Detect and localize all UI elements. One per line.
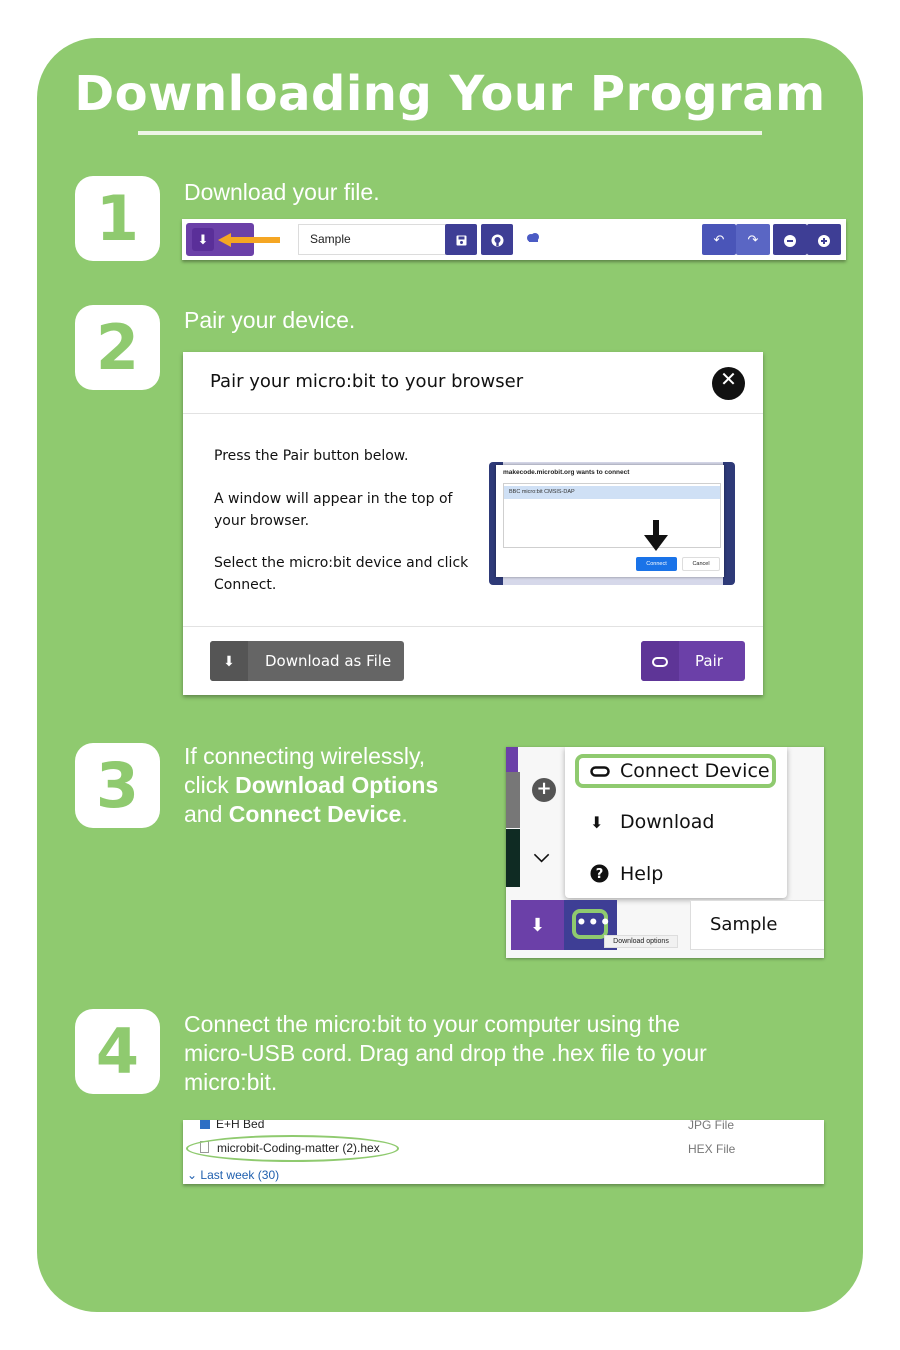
step-4-number: 4 [75, 1009, 160, 1094]
down-arrow-icon [643, 520, 669, 552]
hex-file-highlight [186, 1135, 399, 1162]
cloud-icon [526, 232, 540, 243]
dialog-title: Pair your micro:bit to your browser [210, 371, 524, 392]
step-3-line-3-pre: and [184, 801, 229, 827]
step-3-line-2 [184, 771, 438, 800]
step-3-text [184, 742, 438, 829]
dialog-instruction-2b: your browser. [214, 513, 310, 529]
zoom-out-icon [784, 235, 796, 247]
step-4-line-3: micro:bit. [184, 1069, 278, 1095]
category-strip-dark [506, 829, 520, 887]
download-options-screenshot [506, 747, 824, 958]
step-3-line-3 [184, 800, 438, 829]
file-name: E+H Bed [216, 1120, 265, 1131]
file-explorer-screenshot [183, 1120, 824, 1184]
redo-button[interactable]: ↷ [736, 224, 770, 255]
step-3-line-1: If connecting wirelessly, [184, 743, 426, 769]
close-button[interactable] [712, 367, 745, 400]
help-label: Help [620, 863, 664, 885]
save-button[interactable] [445, 224, 477, 255]
dialog-instruction-1: Press the Pair button below. [214, 448, 409, 464]
pointer-arrow-icon [218, 233, 280, 247]
help-icon [590, 864, 620, 884]
download-file-icon: ⬇ [210, 641, 248, 681]
step-3-line-2-pre: click [184, 772, 236, 798]
download-label: Download [620, 811, 715, 833]
page-title: Downloading Your Program [74, 66, 826, 122]
browser-prompt-screenshot [489, 462, 735, 585]
pair-label: Pair [695, 652, 723, 670]
download-file-icon: ⬇ [192, 228, 214, 251]
connect-device-label: Connect Device [620, 760, 770, 782]
download-button[interactable] [511, 900, 564, 950]
step-2-text: Pair your device. [184, 307, 356, 333]
add-icon[interactable]: + [532, 778, 556, 802]
group-label: Last week (30) [200, 1168, 280, 1182]
category-strip [506, 747, 518, 772]
step-3-line-3-post: . [401, 801, 408, 827]
zoom-in-icon [818, 235, 830, 247]
dialog-instruction-3b: Connect. [214, 577, 277, 593]
project-name-input[interactable]: Sample [298, 224, 446, 255]
connect-button: Connect [636, 557, 677, 571]
title-underline [138, 131, 762, 135]
cancel-button: Cancel [682, 557, 720, 571]
download-file-icon: ⬇ [590, 813, 604, 832]
editor-toolbar [182, 219, 846, 260]
save-icon [456, 235, 467, 246]
dialog-instruction-2a: A window will appear in the top of [214, 491, 453, 507]
chevron-down-icon: ⌄ [187, 1168, 198, 1182]
step-4-text [184, 1010, 707, 1097]
browser-connect-window [496, 465, 724, 577]
step-4-line-1: Connect the micro:bit to your computer using the [184, 1011, 681, 1037]
step-2-number: 2 [75, 305, 160, 390]
github-icon [491, 234, 504, 247]
download-options-emphasis: Download Options [235, 772, 439, 798]
chevron-down-icon[interactable]: ⌵ [534, 843, 550, 867]
dialog-header [183, 352, 763, 414]
menu-item-help[interactable] [590, 863, 663, 885]
file-type: JPG File [688, 1120, 735, 1132]
github-button[interactable] [481, 224, 513, 255]
zoom-out-button[interactable] [773, 224, 807, 255]
step-4-line-2: micro-USB cord. Drag and drop the .hex file to your [184, 1040, 707, 1066]
step-1-number: 1 [75, 176, 160, 261]
zoom-in-button[interactable] [807, 224, 841, 255]
download-file-icon: ⬇ [529, 915, 546, 935]
download-as-file-button[interactable] [210, 641, 404, 681]
step-1-text: Download your file. [184, 179, 380, 205]
screenshot-background-right [723, 462, 735, 585]
pair-button[interactable] [641, 641, 745, 681]
hex-file-name: microbit-Coding-matter (2).hex [217, 1141, 380, 1155]
file-row-image[interactable] [200, 1120, 264, 1131]
connect-device-emphasis: Connect Device [228, 801, 402, 827]
category-strip-gray [506, 772, 520, 828]
download-options-menu [565, 747, 787, 898]
device-item: BBC micro:bit CMSIS-DAP [504, 486, 720, 499]
pair-dialog [183, 352, 763, 695]
dialog-divider [183, 626, 763, 627]
project-name-input[interactable]: Sample [690, 900, 824, 950]
link-icon [641, 641, 679, 681]
download-as-file-label: Download as File [265, 652, 392, 670]
more-options-icon: ••• [572, 909, 608, 939]
file-type: HEX File [688, 1142, 736, 1156]
device-list [503, 483, 721, 548]
menu-item-download[interactable] [590, 811, 714, 833]
close-icon: ✕ [720, 367, 737, 391]
svg-text:?: ? [595, 867, 604, 882]
dialog-instruction-3a: Select the micro:bit device and click [214, 555, 469, 571]
group-header[interactable] [187, 1168, 279, 1182]
step-3-number: 3 [75, 743, 160, 828]
connect-prompt-title: makecode.microbit.org wants to connect [503, 469, 630, 476]
connect-device-highlight [575, 754, 776, 788]
image-file-icon [200, 1120, 210, 1129]
undo-button[interactable]: ↶ [702, 224, 736, 255]
download-options-tooltip: Download options [604, 935, 678, 948]
